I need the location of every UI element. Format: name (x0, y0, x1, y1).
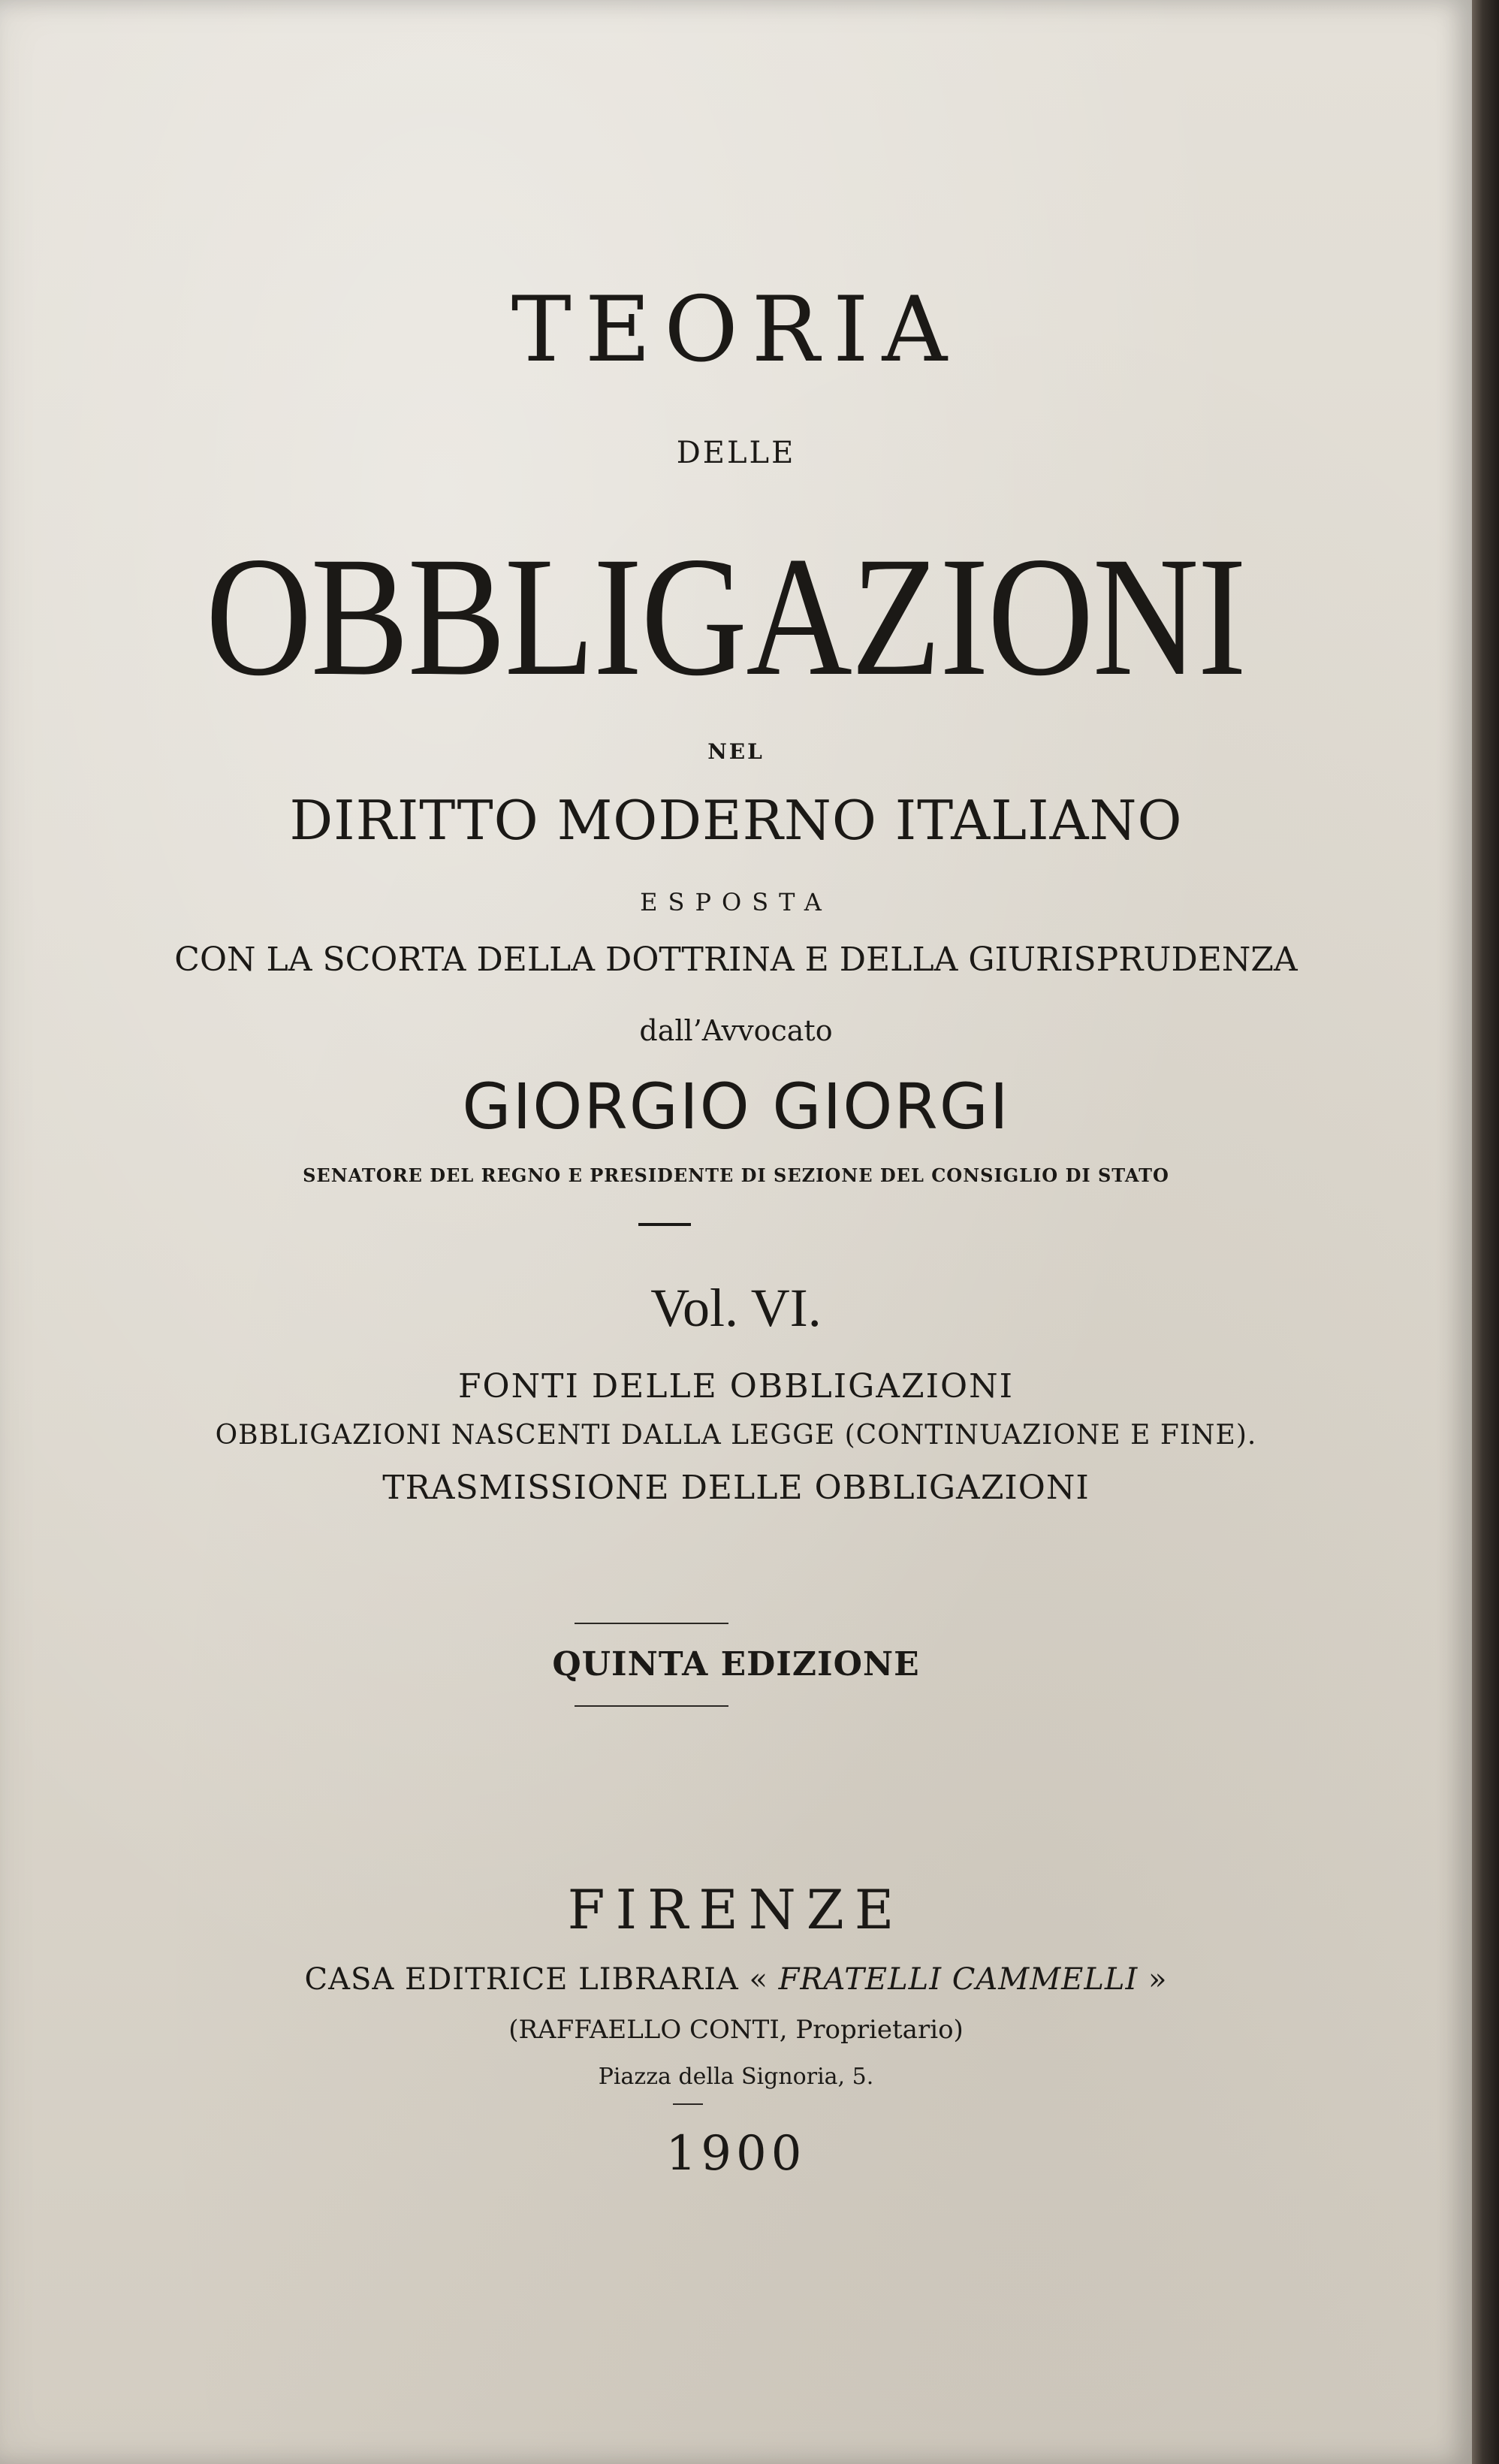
volume-subtitle-trasmissione: TRASMISSIONE DELLE OBBLIGAZIONI (382, 1469, 1090, 1507)
imprint-publisher (0, 1962, 1472, 1997)
author-name: GIORGIO GIORGI (462, 1070, 1010, 1143)
volume-subtitle-fonti: FONTI DELLE OBBLIGAZIONI (458, 1367, 1014, 1406)
title-nel: NEL (707, 739, 765, 764)
publisher-name: FRATELLI CAMMELLI (778, 1962, 1139, 1997)
edition-rule-bottom (575, 1705, 728, 1707)
publisher-suffix: » (1148, 1962, 1168, 1997)
title-esposta: ESPOSTA (640, 888, 832, 916)
title-diritto-moderno-italiano: DIRITTO MODERNO ITALIANO (289, 789, 1183, 852)
divider-rule (638, 1223, 691, 1226)
book-spine-edge (1472, 0, 1499, 2464)
imprint-city: FIRENZE (567, 1878, 905, 1941)
volume-subtitle-obbligazioni-nascenti: OBBLIGAZIONI NASCENTI DALLA LEGGE (CONTINUAZIONE E FINE). (215, 1420, 1257, 1451)
author-prefix: dall’Avvocato (639, 1014, 833, 1047)
publisher-prefix: CASA EDITRICE LIBRARIA « (304, 1962, 768, 1997)
title-con-la-scorta: CON LA SCORTA DELLA DOTTRINA E DELLA GIURISPRUDENZA (174, 941, 1298, 979)
imprint-owner: (RAFFAELLO CONTI, Proprietario) (508, 2015, 964, 2045)
author-credentials: SENATORE DEL REGNO E PRESIDENTE DI SEZIONE DEL CONSIGLIO DI STATO (303, 1164, 1169, 1186)
title-teoria: TEORIA (511, 278, 961, 382)
edition-rule-top (575, 1623, 728, 1624)
edition-label: QUINTA EDIZIONE (552, 1645, 920, 1683)
volume-label: Vol. VI. (650, 1278, 822, 1338)
title-delle: DELLE (676, 436, 796, 470)
imprint-address: Piazza della Signoria, 5. (598, 2064, 874, 2090)
address-rule (673, 2103, 703, 2105)
title-obbligazioni: OBBLIGAZIONI (205, 522, 1246, 711)
imprint-year: 1900 (665, 2126, 807, 2182)
